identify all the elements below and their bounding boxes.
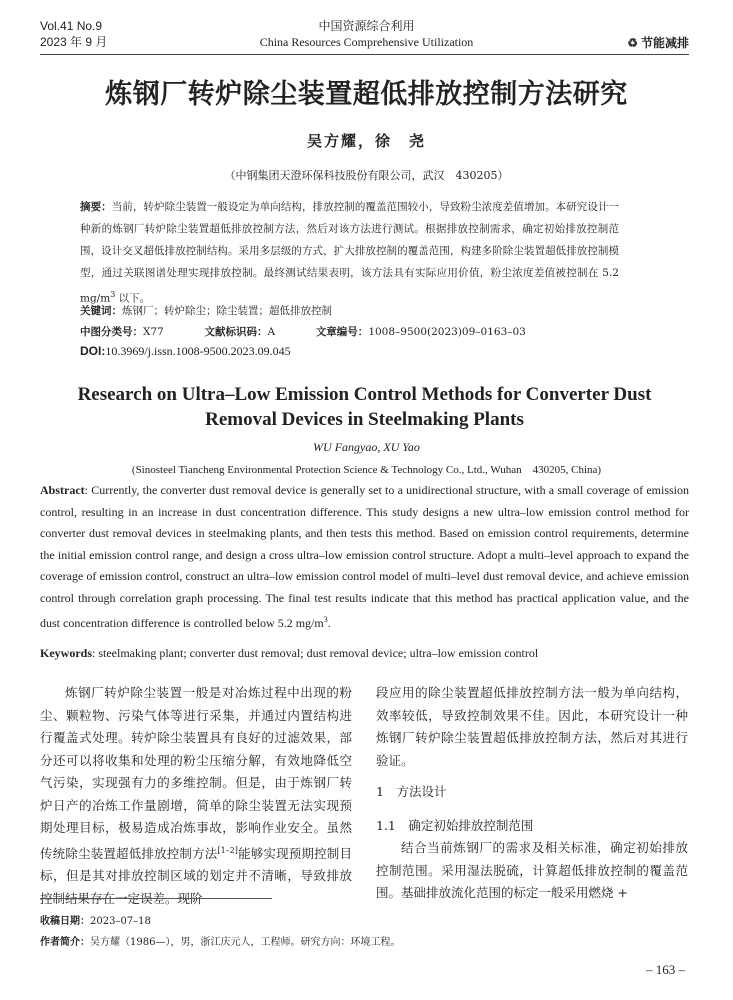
abstract-cn [80, 196, 619, 310]
doc-code-label: 文献标识码： [204, 326, 268, 338]
abstract-cn-text: 当前，转炉除尘装置一般设定为单向结构，排放控制的覆盖范围较小，导致粉尘浓度差值增加。本研究设计一种新的炼钢厂转炉除尘装置超低排放控制方法，然后对该方法进行测试。根据排放控制需求，确定初始排放控制范围，设计交叉超低排放控制结构。采用多层级的方式，扩大排放控制的覆盖范围，构建多阶除尘装置超低排放控制模型，通过关联图谱处理实现排放控制。最终测试结果表明，该方法具有实际应用价值，粉尘浓度差值被控制在 5.2 mg/m [80, 201, 620, 305]
page-number: – 163 – [646, 962, 685, 977]
intro-text-tail: 能够实现预期控制目标，但是其对排放控制区域的划定并不清晰，导致排放控制结果存在一定误差。现阶 [40, 845, 352, 906]
body-column-left [40, 682, 352, 910]
author-bio [40, 933, 400, 948]
issue-date: 2023 年 9 月 [40, 35, 108, 49]
abstract-en-text: : Currently, the converter dust removal device is generally set to a unidirectional structure, with a small coverage of emission control, resulting in an increase in dust concentration difference. This study designs a new ultra–low emission control method for converter dust removal devices in steelmaking plants, and then tests this method. Based on emission control requirements, determine the initial emission control range, and design a cross ultra–low emission control structure. Adopt a multi–level approach to expand the coverage of emission control, construct an ultra–low emission control model of multi–level dust removal device, and achieve emission control through correlation graph processing. The final test results indicate that this method has practical application value, and the dust concentration difference is controlled below 5.2 mg/m [40, 483, 689, 630]
section-paragraph: 结合当前炼钢厂的需求及相关标准，确定初始排放控制范围。采用湿法脱硫，计算超低排放控制的覆盖范围。基础排放流化范围的标定一般采用燃烧 + [376, 840, 688, 900]
clc-value: X77 [143, 326, 164, 338]
doi-label: DOI: [80, 344, 106, 358]
abstract-en-sup: 3 [323, 615, 328, 624]
article-no-label: 文章编号： [315, 326, 369, 338]
doi [80, 344, 291, 359]
keywords-cn-text: 炼钢厂；转炉除尘；除尘装置；超低排放控制 [122, 305, 332, 317]
doc-code-value: A [267, 326, 276, 338]
bio-value: 吴方耀（1986—），男，浙江庆元人，工程师。研究方向：环境工程。 [90, 937, 401, 948]
clc-label: 中图分类号： [80, 326, 143, 338]
bio-label: 作者简介： [40, 937, 90, 948]
authors-en: WU Fangyao, XU Yao [313, 440, 420, 454]
abstract-en-label: Abstract [40, 483, 85, 497]
journal-name-en: China Resources Comprehensive Utilization [259, 35, 474, 49]
abstract-cn-tail: 以下。 [115, 292, 151, 305]
citation-ref[interactable]: [1–2] [217, 845, 238, 855]
footnote-divider [40, 898, 272, 899]
journal-name [0, 18, 733, 50]
keywords-en [40, 646, 689, 661]
journal-name-cn: 中国资源综合利用 [318, 19, 415, 33]
intro-text: 炼钢厂转炉除尘装置一般是对冶炼过程中出现的粉尘、颗粒物、污染气体等进行采集，并通过内置结构进行覆盖式处理。转炉除尘装置具有良好的过滤效果，部分还可以将收集和处理的粉尘压缩分解，有效地降低空气污染，实现强有力的多维控制。但是，由于炼钢厂转炉日产的冶炼工作量剧增，简单的除尘装置无法实现预期处理目标，极易造成冶炼事故，影响作业安全。虽然传统除尘装置超低排放控制方法 [40, 685, 352, 861]
article-no-value: 1008–9500(2023)09–0163–03 [368, 326, 526, 338]
abstract-cn-label: 摘要： [80, 201, 112, 213]
affiliation-en: (Sinosteel Tiancheng Environmental Protection Science & Technology Co., Ltd., Wuhan 430205, China) [131, 464, 602, 476]
classification-line [80, 324, 526, 339]
recycle-icon: ♻ [627, 36, 638, 50]
keywords-cn-label: 关键词： [80, 305, 122, 317]
section-badge [627, 34, 689, 51]
intro-paragraph [40, 682, 352, 910]
keywords-en-text: : steelmaking plant; converter dust removal; dust removal device; ultra–low emission control [92, 646, 539, 660]
section-heading-1: 1 方法设计 [376, 784, 447, 799]
doi-link[interactable]: 10.3969/j.issn.1008-9500.2023.09.045 [105, 344, 291, 358]
received-date [40, 912, 151, 927]
intro-continued: 段应用的除尘装置超低排放控制方法一般为单向结构，效率较低，导致控制效果不佳。因此，本研究设计一种炼钢厂转炉除尘装置超低排放控制方法，然后对其进行验证。 [376, 685, 688, 768]
subsection-heading-1-1: 1.1 确定初始排放控制范围 [376, 817, 534, 833]
abstract-cn-sup: 3 [110, 290, 116, 299]
header-divider [40, 54, 689, 55]
abstract-en [40, 480, 689, 635]
authors-cn: 吴方耀，徐 尧 [306, 132, 426, 150]
affiliation-cn: （中钢集团天澄环保科技股份有限公司，武汉 430205） [224, 169, 509, 182]
volume-number: Vol.41 No.9 [40, 19, 103, 33]
section-badge-label: 节能减排 [640, 36, 689, 50]
keywords-cn [80, 303, 332, 318]
received-label: 收稿日期： [40, 916, 90, 927]
paper-title-en: Research on Ultra–Low Emission Control Methods for Converter Dust Removal Devices in Steelmaking Plants [77, 384, 652, 430]
keywords-en-label: Keywords [40, 646, 92, 660]
received-value: 2023–07–18 [90, 916, 151, 927]
paper-title-cn: 炼钢厂转炉除尘装置超低排放控制方法研究 [105, 79, 628, 110]
abstract-en-tail: . [327, 616, 331, 630]
body-column-right [376, 682, 688, 905]
